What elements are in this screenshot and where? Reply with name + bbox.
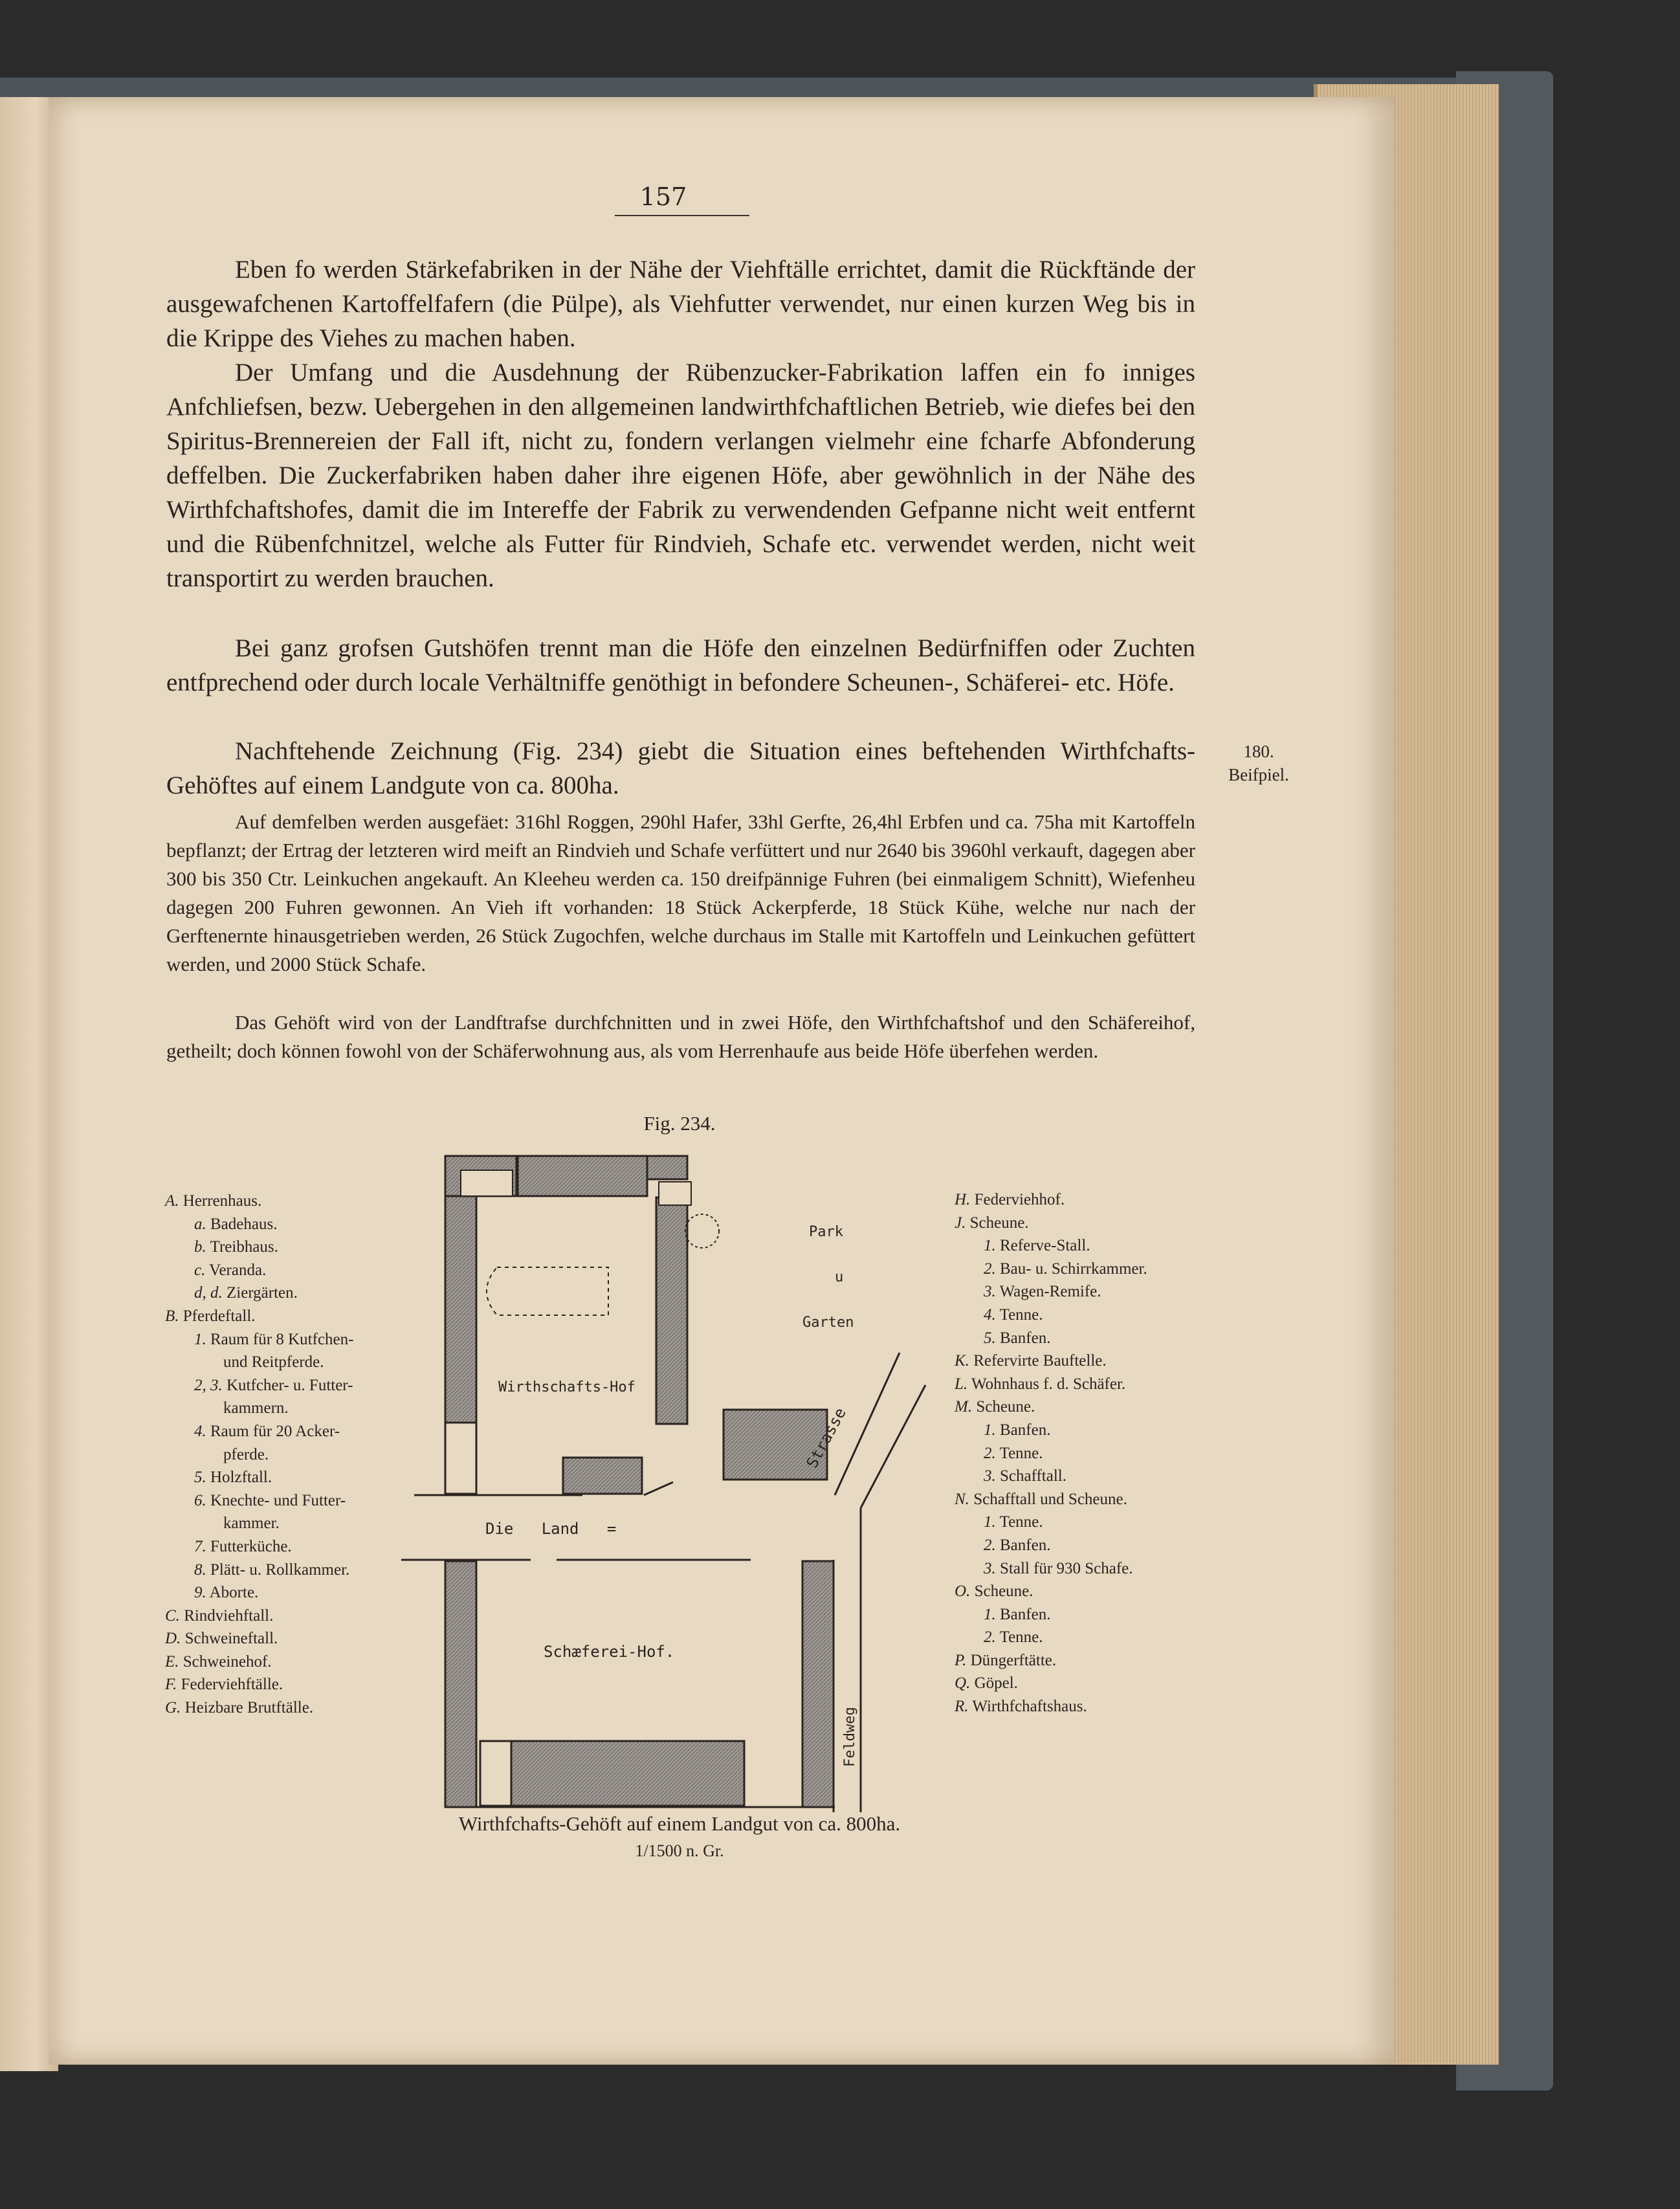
legend-key: G. [165, 1699, 181, 1717]
legend-text: Banfen. [1000, 1329, 1051, 1347]
legend-key: 1. [194, 1330, 206, 1348]
legend-item [165, 1512, 411, 1535]
label-wirthschaftshof: Wirthschafts-Hof [498, 1379, 636, 1395]
paragraph-4: Nachftehende Zeichnung (Fig. 234) giebt die Situation eines beftehenden Wirthfchafts-Gehöftes auf einem Landgute von ca. 800ha. [166, 737, 1195, 799]
legend-item [955, 1626, 1239, 1649]
paragraph-1: Eben fo werden Stärkefabriken in der Nähe der Viehftälle errichtet, damit die Rückftände der ausgewafchenen Kartoffelfafern (die Pülpe), als Viehfutter verwendet, nur einen kurzen Weg bis in die Krippe des Viehes zu machen haben. [166, 256, 1195, 352]
strasse-edge-1 [835, 1353, 900, 1495]
legend-key: 3. [984, 1467, 996, 1485]
road-edge-2 [644, 1482, 673, 1495]
legend-item [165, 1213, 411, 1236]
building-f-inner [461, 1170, 513, 1196]
legend-key: 1. [984, 1237, 996, 1255]
paragraph-3: Bei ganz grofsen Gutshöfen trennt man die Höfe den einzelnen Bedürfniffen oder Zuchten entfprechend oder durch locale Verhältniffe genöthigt in befondere Scheunen-, Schäferei- etc. Höfe. [166, 634, 1195, 696]
legend-item [165, 1374, 411, 1397]
legend-item [955, 1603, 1239, 1626]
building-b [445, 1196, 476, 1423]
legend-text: Aborte. [209, 1584, 259, 1602]
small-paragraph-2: Das Gehöft wird von der Landftrafse durchfchnitten und in zwei Höfe, den Wirthfchaftshof und den Schäfereihof, getheilt; doch können fowohl von der Schäferwohnung aus, als vom Herrenhaufe aus beide Höfe überfehen werden. [166, 1011, 1195, 1062]
legend-text: Refervirte Bauftelle. [973, 1352, 1107, 1370]
legend-key: 2. [984, 1260, 996, 1278]
legend-item [165, 1535, 411, 1559]
legend-item [165, 1673, 411, 1696]
legend-text: kammern. [223, 1399, 289, 1417]
margin-note: 180. Beifpiel. [1228, 742, 1289, 784]
legend-item [955, 1511, 1239, 1534]
legend-key: 3. [984, 1283, 996, 1301]
legend-text: Banfen. [1000, 1605, 1051, 1623]
legend-text: Schweinehof. [182, 1652, 272, 1671]
legend-text: Tenne. [999, 1513, 1043, 1531]
legend-key: 5. [984, 1329, 996, 1347]
legend-item [955, 1188, 1239, 1212]
building-n [511, 1741, 744, 1806]
legend-key: N. [955, 1490, 969, 1508]
legend-key: A. [165, 1192, 179, 1210]
legend-key: J. [955, 1214, 966, 1232]
building-o [802, 1561, 834, 1807]
legend-item [955, 1304, 1239, 1327]
legend-item [165, 1305, 411, 1328]
legend-key: d, d. [194, 1284, 223, 1302]
legend-item [165, 1328, 411, 1351]
label-feldweg: Feldweg [842, 1707, 858, 1767]
legend-text: kammer. [223, 1515, 280, 1533]
legend-text: Federviehhof. [974, 1191, 1065, 1208]
legend-item [955, 1212, 1239, 1235]
reserved-plot-k [445, 1423, 476, 1494]
legend-item [165, 1397, 411, 1420]
legend-key: 2. [984, 1628, 996, 1647]
legend-key: 8. [194, 1560, 206, 1579]
legend-item [955, 1672, 1239, 1695]
legend-text: Schafftall und Scheune. [973, 1490, 1127, 1508]
legend-item [165, 1443, 411, 1467]
legend-text: Pferdeftall. [182, 1307, 256, 1325]
legend-text: Raum für 20 Acker- [210, 1422, 340, 1440]
legend-text: Scheune. [974, 1582, 1033, 1601]
legend-text: und Reitpferde. [223, 1353, 324, 1371]
legend-text: Tenne. [999, 1305, 1043, 1324]
legend-text: Kutfcher- u. Futter- [227, 1376, 353, 1394]
legend-text: Banfen. [1000, 1536, 1051, 1554]
building-h [563, 1458, 642, 1494]
legend-key: 7. [194, 1537, 206, 1555]
legend-item [165, 1627, 411, 1650]
legend-text: Holzftall. [210, 1469, 272, 1487]
pig-yard-e [659, 1182, 691, 1205]
legend-text: Stall für 930 Schafe. [1000, 1559, 1133, 1577]
legend-item [955, 1695, 1239, 1718]
legend-text: Schafftall. [1000, 1467, 1067, 1485]
legend-item [955, 1488, 1239, 1511]
legend-text: Veranda. [209, 1261, 267, 1279]
legend-item [955, 1234, 1239, 1258]
legend-item [955, 1349, 1239, 1373]
legend-text: Wohnhaus f. d. Schäfer. [971, 1375, 1126, 1393]
legend-item [955, 1534, 1239, 1557]
legend-text: Futterküche. [210, 1537, 292, 1555]
legend-text: Bau- u. Schirrkammer. [1000, 1260, 1147, 1278]
legend-text: Rindviehftall. [184, 1606, 274, 1625]
legend-item [165, 1696, 411, 1720]
legend-text: Tenne. [999, 1628, 1043, 1647]
legend-key: 4. [194, 1422, 206, 1440]
legend-key: C. [165, 1606, 180, 1625]
legend-key: c. [194, 1261, 206, 1279]
legend-item [955, 1557, 1239, 1581]
legend-text: Heizbare Brutftälle. [184, 1699, 314, 1717]
legend-key: b. [194, 1238, 206, 1256]
legend-key: M. [955, 1398, 973, 1416]
legend-item [955, 1280, 1239, 1304]
legend-item [165, 1581, 411, 1604]
legend-text: Ziergärten. [227, 1284, 298, 1302]
legend-key: 3. [984, 1559, 996, 1577]
legend-text: Scheune. [969, 1214, 1029, 1232]
paragraph-2: Der Umfang und die Ausdehnung der Rübenzucker-Fabrikation laffen ein fo inniges Anfchliefsen, bezw. Uebergehen in den allgemeinen landwirthfchaftlichen Betrieb, wie diefes bei den Spiritus-Brennereien der Fall ift, nicht zu, fondern verlangen vielmehr eine fcharfe Abfonderung deffelben. Die Zuckerfabriken haben daher ihre eigenen Höfe, aber gewöhnlich in der Nähe des Wirthfchaftshofes, damit die im Intereffe der Fabrik zu verwendenden Gefpanne nicht weit entfernt und die Rübenfchnitzel, welche als Futter für Rindvieh, Schafe etc. verwendet werden, nicht weit transportirt zu werden brauchen. [166, 359, 1195, 592]
legend-key: 5. [194, 1469, 206, 1487]
legend-key: P. [955, 1651, 967, 1669]
legend-key: 2, 3. [194, 1376, 223, 1394]
legend-text: Scheune. [976, 1398, 1035, 1416]
legend-text: Raum für 8 Kutfchen- [210, 1330, 354, 1348]
upper-yard [445, 1156, 827, 1494]
legend-text: Knechte- und Futter- [210, 1491, 346, 1509]
label-strasse: Strasse [802, 1404, 850, 1471]
label-park: Park [809, 1224, 843, 1240]
legend-text: Badehaus. [210, 1215, 278, 1233]
legend-item [165, 1604, 411, 1628]
legend-key: H. [955, 1191, 971, 1208]
legend-key: 1. [984, 1605, 996, 1623]
figure-label: Fig. 234. [643, 1112, 716, 1135]
legend-text: Düngerftätte. [970, 1651, 1057, 1669]
legend-text: Tenne. [999, 1444, 1043, 1462]
building-g [656, 1197, 687, 1424]
legend-key: 1. [984, 1421, 996, 1439]
legend-item [955, 1465, 1239, 1488]
legend-item [955, 1395, 1239, 1419]
label-garten: Garten [802, 1315, 854, 1331]
building-a [724, 1410, 827, 1480]
capstan-q [685, 1214, 719, 1248]
strasse-edge-2 [861, 1385, 925, 1508]
building-l-m [445, 1561, 476, 1807]
building-d [647, 1156, 687, 1179]
legend-key: 4. [984, 1305, 996, 1324]
legend-item [165, 1259, 411, 1282]
legend-item [955, 1258, 1239, 1281]
legend-text: Wagen-Remife. [999, 1283, 1101, 1301]
legend-key: O. [955, 1582, 971, 1601]
legend-item [165, 1559, 411, 1582]
legend-key: F. [165, 1676, 177, 1694]
legend-key: 6. [194, 1491, 206, 1509]
legend-item [955, 1580, 1239, 1603]
legend-item [955, 1649, 1239, 1672]
legend-text: Göpel. [974, 1674, 1018, 1693]
site-plan [388, 1146, 945, 1825]
legend-item [165, 1650, 411, 1674]
building-c [518, 1156, 647, 1196]
legend-key: R. [955, 1698, 969, 1716]
dung-yard-p [487, 1267, 608, 1315]
legend-item [955, 1442, 1239, 1465]
legend-item [165, 1351, 411, 1374]
legend-right [955, 1188, 1239, 1718]
legend-text: Schweineftall. [184, 1630, 278, 1648]
legend-key: 2. [984, 1444, 996, 1462]
page-number-rule [615, 215, 749, 216]
legend-text: Wirthfchaftshaus. [972, 1698, 1087, 1716]
legend-item [165, 1489, 411, 1513]
page-number: 157 [639, 183, 687, 211]
legend-text: pferde. [223, 1445, 269, 1463]
label-u: u [835, 1269, 844, 1285]
figure-scale: 1/1500 n. Gr. [635, 1841, 724, 1860]
legend-text: Treibhaus. [210, 1238, 278, 1256]
label-schaefereihof: Schæferei-Hof. [544, 1643, 675, 1661]
legend-item [955, 1419, 1239, 1442]
legend-item [165, 1282, 411, 1305]
legend-item [955, 1373, 1239, 1396]
figure-caption: Wirthfchafts-Gehöft auf einem Landgut von ca. 800ha. [458, 1812, 901, 1835]
legend-item [165, 1420, 411, 1443]
legend-key: B. [165, 1307, 179, 1325]
legend-text: Herrenhaus. [182, 1192, 262, 1210]
legend-item [165, 1466, 411, 1489]
label-landstrasse: Die Land = [485, 1520, 617, 1538]
legend-item [165, 1236, 411, 1259]
legend-key: Q. [955, 1674, 971, 1693]
legend-item [165, 1190, 411, 1213]
legend-key: 9. [194, 1584, 206, 1602]
lower-yard [445, 1561, 834, 1807]
legend-text: Plätt- u. Rollkammer. [210, 1560, 350, 1579]
legend-item [955, 1327, 1239, 1350]
legend-text: Federviehftälle. [181, 1676, 283, 1694]
legend-key: K. [955, 1352, 969, 1370]
legend-key: 1. [984, 1513, 996, 1531]
legend-text: Banfen. [1000, 1421, 1051, 1439]
legend-left [165, 1190, 411, 1720]
legend-key: 2. [984, 1536, 996, 1554]
legend-key: D. [165, 1630, 181, 1648]
legend-key: a. [194, 1215, 206, 1233]
legend-text: Referve-Stall. [1000, 1237, 1090, 1255]
legend-key: E. [165, 1652, 179, 1671]
legend-key: L. [955, 1375, 968, 1393]
small-paragraph-1: Auf demfelben werden ausgefäet: 316hl Roggen, 290hl Hafer, 33hl Gerfte, 26,4hl Erbfen und ca. 75ha mit Kartoffeln bepflanzt; der Ertrag der letzteren wird meift an Rindvieh und Schafe verfüttert und nur 2640 bis 3960hl verkauft, dagegen aber 300 bis 350 Ctr. Leinkuchen angekauft. An Kleeheu werden ca. 150 dreifpännige Fuhren (bei einmaligem Schnitt), Wiefenheu dagegen 200 Fuhren gewonnen. An Vieh ift vorhanden: 18 Stück Ackerpferde, 18 Stück Kühe, welche nur nach der Gerftenernte hinausgetrieben werden, 26 Stück Zugochfen, welche durchaus im Stalle mit Kartoffeln und Leinkuchen gefüttert werden, und 2000 Stück Schafe. [166, 810, 1195, 975]
